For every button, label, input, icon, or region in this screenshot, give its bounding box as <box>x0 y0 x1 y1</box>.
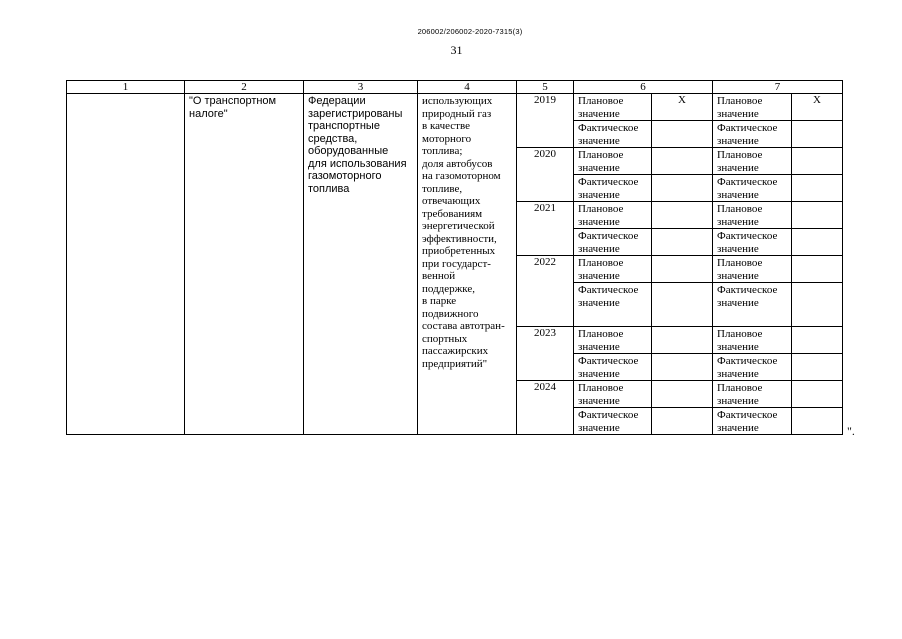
text-line: значение <box>717 161 759 174</box>
text-line: Плановое <box>578 382 624 394</box>
text-line: зарегистрированы <box>308 107 403 120</box>
value-cell-col7 <box>792 229 843 256</box>
value-cell-col7 <box>792 408 843 435</box>
actual-value-label <box>574 354 652 381</box>
value-cell-col6 <box>652 202 713 229</box>
value-cell-col7 <box>792 202 843 229</box>
actual-value-label <box>574 121 652 148</box>
planned-value-label <box>713 256 792 283</box>
text-line: Фактическое <box>717 355 778 367</box>
text-line: значение <box>717 340 759 353</box>
text-line: значение <box>717 296 759 309</box>
value-cell-col7 <box>792 148 843 175</box>
planned-value-label <box>713 94 792 121</box>
text-line: Плановое <box>717 257 763 269</box>
cell-vehicles-description <box>304 94 418 435</box>
text-line: значение <box>717 242 759 255</box>
text-line: для использования <box>308 157 407 170</box>
document-code: 206002/206002-2020-7315(3) <box>417 27 523 36</box>
actual-value-label <box>713 408 792 435</box>
planned-value-label <box>574 381 652 408</box>
text-line: в парке <box>422 295 457 307</box>
column-header-5: 5 <box>517 81 574 94</box>
column-header-3: 3 <box>304 81 418 94</box>
text-line: значение <box>578 367 620 380</box>
text-line: топливе, <box>422 182 463 195</box>
text-line: пассажирских <box>422 345 489 357</box>
text-line: Фактическое <box>717 176 778 188</box>
text-line: оборудованные <box>308 145 389 157</box>
text-line: моторного <box>422 132 472 145</box>
text-line: Плановое <box>578 328 624 340</box>
text-line: значение <box>717 269 759 282</box>
text-line: Фактическое <box>717 122 778 134</box>
text-line: транспортные <box>308 120 380 132</box>
actual-value-label <box>713 283 792 327</box>
actual-value-label <box>574 229 652 256</box>
text-line: Фактическое <box>578 409 639 421</box>
value-cell-col7: X <box>792 94 843 121</box>
cell-indicator-description <box>418 94 517 435</box>
value-cell-col6 <box>652 354 713 381</box>
indicator-table <box>66 80 843 435</box>
value-cell-col6 <box>652 121 713 148</box>
planned-value-label <box>574 202 652 229</box>
planned-value-label <box>574 148 652 175</box>
planned-value-label <box>574 256 652 283</box>
table-row <box>67 94 843 121</box>
year-cell: 2019 <box>517 94 574 148</box>
value-cell-col7 <box>792 175 843 202</box>
actual-value-label <box>713 229 792 256</box>
text-line: Фактическое <box>578 230 639 242</box>
value-cell-col7 <box>792 121 843 148</box>
text-line: состава автотран- <box>422 320 505 332</box>
text-line: значение <box>578 161 620 174</box>
year-cell: 2023 <box>517 327 574 381</box>
text-line: значение <box>578 107 620 120</box>
value-cell-col7 <box>792 256 843 283</box>
planned-value-label <box>574 94 652 121</box>
text-line: значение <box>717 394 759 407</box>
value-cell-col6 <box>652 175 713 202</box>
text-line: газомоторного <box>308 170 382 182</box>
header-row <box>67 81 843 94</box>
text-line: Плановое <box>717 328 763 340</box>
text-line: приобретенных <box>422 245 496 257</box>
text-line: значение <box>717 367 759 380</box>
text-line: значение <box>578 134 620 147</box>
actual-value-label <box>574 408 652 435</box>
planned-value-label <box>713 202 792 229</box>
text-line: значение <box>717 215 759 228</box>
text-line: значение <box>578 340 620 353</box>
value-cell-col6 <box>652 327 713 354</box>
text-line: Фактическое <box>717 284 778 296</box>
actual-value-label <box>713 175 792 202</box>
text-line: Плановое <box>578 149 624 161</box>
text-line: требованиям <box>422 207 483 220</box>
column-header-2: 2 <box>185 81 304 94</box>
text-line: Фактическое <box>578 355 639 367</box>
value-cell-col6 <box>652 408 713 435</box>
text-line: Фактическое <box>578 122 639 134</box>
text-line: значение <box>578 215 620 228</box>
page-number: 31 <box>450 43 463 57</box>
text-line: поддержке, <box>422 282 475 295</box>
text-line: венной <box>422 270 456 282</box>
text-line: Фактическое <box>717 409 778 421</box>
year-cell: 2024 <box>517 381 574 435</box>
text-line: энергетической <box>422 220 495 232</box>
cell-tax-law-name: "О транспортном налоге" <box>185 94 304 435</box>
actual-value-label <box>574 283 652 327</box>
cell-col1 <box>67 94 185 435</box>
text-line: значение <box>717 107 759 120</box>
text-line: топлива <box>308 182 350 195</box>
year-cell: 2021 <box>517 202 574 256</box>
value-cell-col6 <box>652 148 713 175</box>
planned-value-label <box>713 381 792 408</box>
value-cell-col6: X <box>652 94 713 121</box>
text-line: средства, <box>308 132 358 145</box>
text-line: Фактическое <box>578 176 639 188</box>
actual-value-label <box>713 121 792 148</box>
text-line: Плановое <box>717 203 763 215</box>
text-line: отвечающих <box>422 195 481 207</box>
value-cell-col6 <box>652 283 713 327</box>
actual-value-label <box>574 175 652 202</box>
value-cell-col7 <box>792 283 843 327</box>
value-cell-col6 <box>652 229 713 256</box>
text-line: Фактическое <box>578 284 639 296</box>
text-line: Плановое <box>578 203 624 215</box>
closing-quote-mark: ". <box>847 424 855 438</box>
text-line: Федерации <box>308 95 366 107</box>
value-cell-col6 <box>652 256 713 283</box>
text-line: доля автобусов <box>422 157 493 170</box>
text-line: предприятий" <box>422 357 488 370</box>
text-line: значение <box>578 269 620 282</box>
planned-value-label <box>713 327 792 354</box>
text-line: значение <box>717 188 759 201</box>
value-cell-col7 <box>792 381 843 408</box>
text-line: Фактическое <box>717 230 778 242</box>
column-header-6: 6 <box>574 81 713 94</box>
text-line: на газомоторном <box>422 170 501 182</box>
year-cell: 2022 <box>517 256 574 327</box>
value-cell-col7 <box>792 327 843 354</box>
text-line: подвижного <box>422 307 479 320</box>
column-header-1: 1 <box>67 81 185 94</box>
column-header-4: 4 <box>418 81 517 94</box>
text-line: значение <box>717 421 759 434</box>
text-line: значение <box>717 134 759 147</box>
text-line: Плановое <box>578 257 624 269</box>
actual-value-label <box>713 354 792 381</box>
text-line: Плановое <box>578 95 624 107</box>
planned-value-label <box>713 148 792 175</box>
text-line: Плановое <box>717 95 763 107</box>
year-cell: 2020 <box>517 148 574 202</box>
text-line: значение <box>578 394 620 407</box>
text-line: Плановое <box>717 382 763 394</box>
text-line: природный газ <box>422 107 492 120</box>
text-line: топлива; <box>422 145 463 157</box>
text-line: спортных <box>422 332 468 345</box>
column-header-7: 7 <box>713 81 843 94</box>
text-line: эффективности, <box>422 232 497 245</box>
text-line: значение <box>578 421 620 434</box>
text-line: значение <box>578 188 620 201</box>
value-cell-col6 <box>652 381 713 408</box>
text-line: в качестве <box>422 120 470 132</box>
text-line: использующих <box>422 95 493 107</box>
value-cell-col7 <box>792 354 843 381</box>
text-line: значение <box>578 242 620 255</box>
planned-value-label <box>574 327 652 354</box>
text-line: при государст- <box>422 257 491 270</box>
text-line: Плановое <box>717 149 763 161</box>
text-line: значение <box>578 296 620 309</box>
